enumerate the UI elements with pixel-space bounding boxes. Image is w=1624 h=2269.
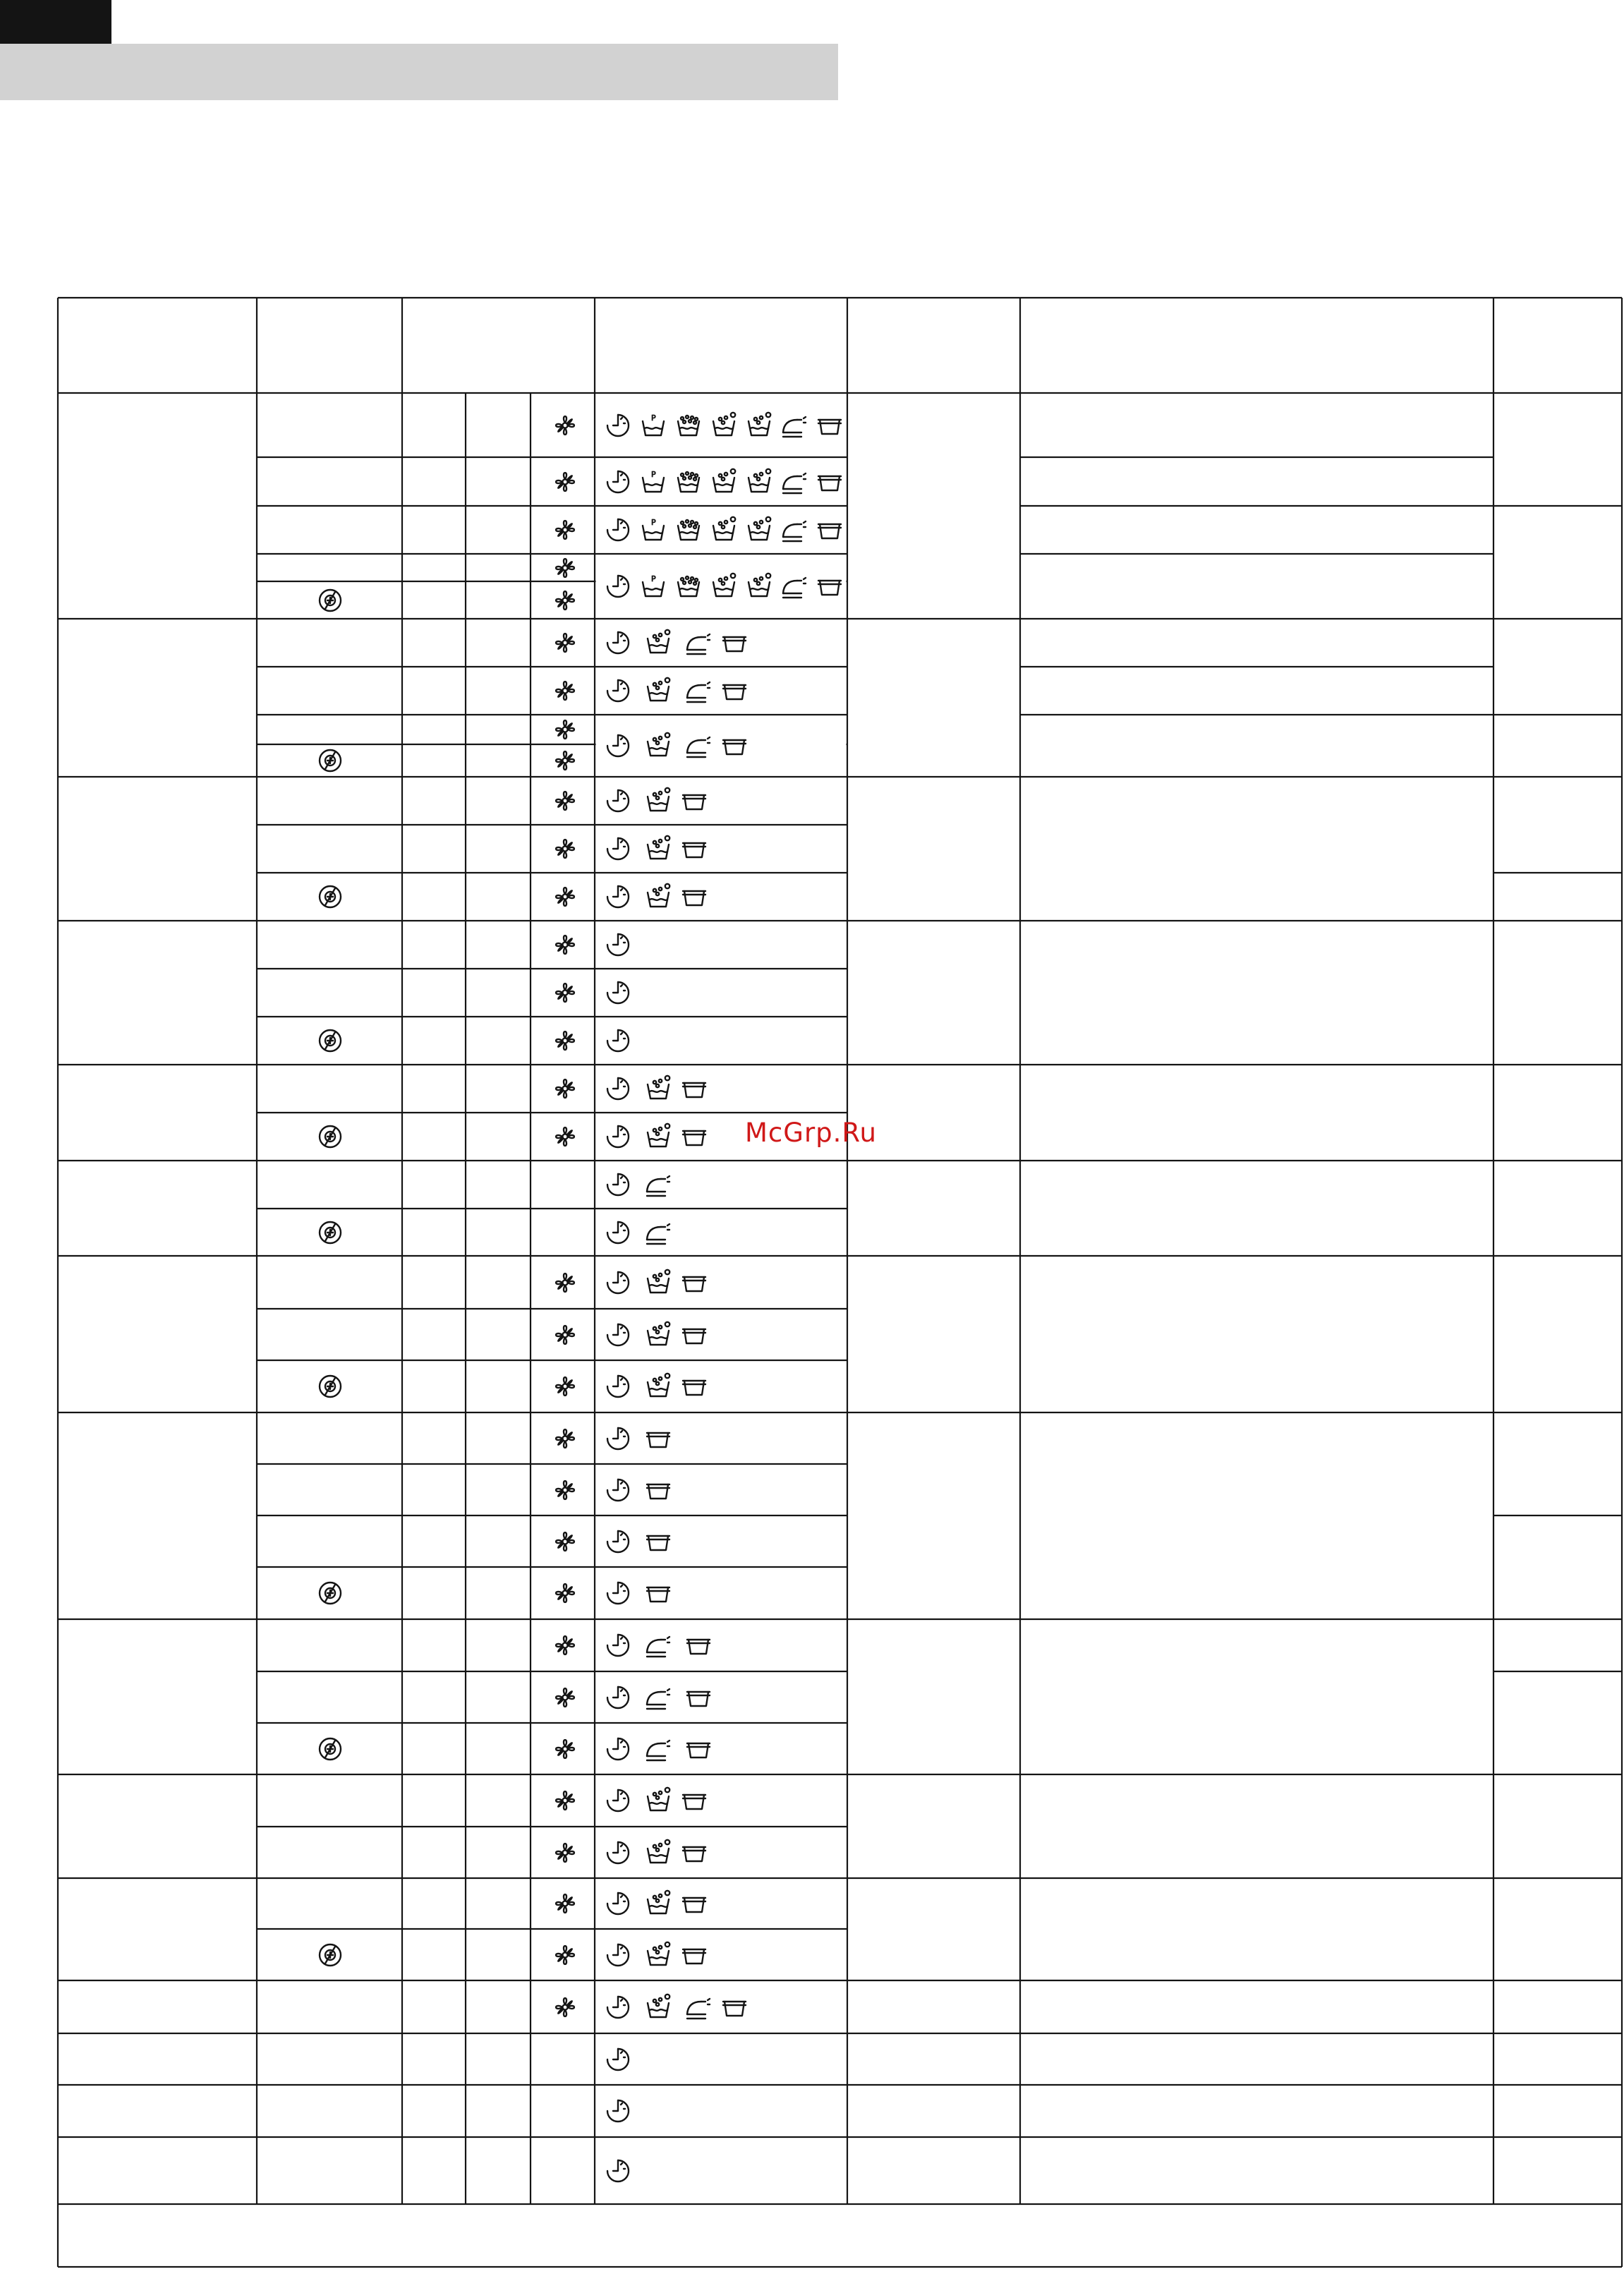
- fan-icon: [551, 1683, 579, 1712]
- timer-icon: [604, 677, 632, 705]
- timer-icon: [604, 1424, 632, 1453]
- timer-icon: [604, 1321, 632, 1349]
- steam-icon: [639, 468, 667, 496]
- tub-icon: [684, 1683, 713, 1712]
- prewash-icon: [674, 572, 703, 600]
- tub-icon: [644, 1527, 672, 1556]
- bubbles-icon: [710, 468, 738, 496]
- timer-icon: [604, 1075, 632, 1103]
- iron-icon: [780, 572, 808, 600]
- timer-icon: [604, 1170, 632, 1199]
- fan-icon: [551, 554, 579, 582]
- water-temp-icon: [644, 1993, 672, 2021]
- fan-icon: [551, 1839, 579, 1867]
- timer-icon: [604, 1839, 632, 1867]
- no-fan-icon: [316, 1735, 344, 1763]
- water-temp-icon: [644, 732, 672, 760]
- no-fan-icon: [316, 1027, 344, 1055]
- water-temp-icon: [644, 1321, 672, 1349]
- tub-icon: [680, 1941, 708, 1969]
- fan-icon: [551, 931, 579, 959]
- fan-icon: [551, 1269, 579, 1297]
- tub-icon: [680, 1123, 708, 1151]
- water-temp-icon: [745, 516, 773, 544]
- iron-icon: [644, 1683, 672, 1712]
- water-temp-icon: [644, 677, 672, 705]
- no-fan-icon: [316, 1372, 344, 1400]
- svg-text:P: P: [651, 413, 656, 423]
- timer-icon: [604, 2157, 632, 2185]
- timer-icon: [604, 835, 632, 863]
- tub-icon: [680, 1889, 708, 1918]
- water-temp-icon: [644, 1372, 672, 1400]
- iron-icon: [644, 1218, 672, 1247]
- timer-icon: [604, 1786, 632, 1815]
- no-fan-icon: [316, 586, 344, 615]
- timer-icon: [604, 1631, 632, 1659]
- timer-icon: [604, 1735, 632, 1763]
- fan-icon: [551, 586, 579, 615]
- timer-icon: [604, 1993, 632, 2021]
- tub-icon: [680, 1372, 708, 1400]
- tub-icon: [684, 1735, 713, 1763]
- timer-icon: [604, 468, 632, 496]
- tub-icon: [644, 1424, 672, 1453]
- fan-icon: [551, 1786, 579, 1815]
- prewash-icon: [674, 411, 703, 440]
- water-temp-icon: [644, 1075, 672, 1103]
- iron-icon: [684, 732, 713, 760]
- fan-icon: [551, 1321, 579, 1349]
- tub-icon: [720, 732, 749, 760]
- water-temp-icon: [644, 1941, 672, 1969]
- steam-icon: [639, 411, 667, 440]
- prewash-icon: [674, 516, 703, 544]
- iron-icon: [644, 1631, 672, 1659]
- water-temp-icon: [644, 1786, 672, 1815]
- tub-icon: [680, 1075, 708, 1103]
- fan-icon: [551, 1527, 579, 1556]
- no-fan-icon: [316, 1123, 344, 1151]
- fan-icon: [551, 1889, 579, 1918]
- fan-icon: [551, 835, 579, 863]
- timer-icon: [604, 1123, 632, 1151]
- svg-text:P: P: [651, 469, 656, 479]
- timer-icon: [604, 979, 632, 1007]
- fan-icon: [551, 411, 579, 440]
- iron-icon: [684, 1993, 713, 2021]
- water-temp-icon: [644, 1269, 672, 1297]
- fan-icon: [551, 715, 579, 744]
- fan-icon: [551, 883, 579, 911]
- fan-icon: [551, 746, 579, 775]
- fan-icon: [551, 677, 579, 705]
- fan-icon: [551, 1123, 579, 1151]
- water-temp-icon: [644, 787, 672, 815]
- fan-icon: [551, 787, 579, 815]
- tub-icon: [816, 572, 844, 600]
- no-fan-icon: [316, 1218, 344, 1247]
- timer-icon: [604, 572, 632, 600]
- fan-icon: [551, 1735, 579, 1763]
- water-temp-icon: [745, 411, 773, 440]
- tub-icon: [680, 787, 708, 815]
- tub-icon: [720, 677, 749, 705]
- timer-icon: [604, 1027, 632, 1055]
- tub-icon: [816, 468, 844, 496]
- timer-icon: [604, 516, 632, 544]
- timer-icon: [604, 2045, 632, 2074]
- tub-icon: [720, 629, 749, 657]
- water-temp-icon: [745, 468, 773, 496]
- timer-icon: [604, 787, 632, 815]
- tub-icon: [684, 1631, 713, 1659]
- timer-icon: [604, 883, 632, 911]
- no-fan-icon: [316, 1941, 344, 1969]
- water-temp-icon: [644, 1123, 672, 1151]
- prewash-icon: [674, 468, 703, 496]
- fan-icon: [551, 1941, 579, 1969]
- timer-icon: [604, 2097, 632, 2125]
- tub-icon: [680, 883, 708, 911]
- tub-icon: [680, 1269, 708, 1297]
- fan-icon: [551, 1372, 579, 1400]
- iron-icon: [780, 468, 808, 496]
- timer-icon: [604, 931, 632, 959]
- tub-icon: [680, 1786, 708, 1815]
- iron-icon: [684, 677, 713, 705]
- fan-icon: [551, 1476, 579, 1504]
- iron-icon: [780, 516, 808, 544]
- fan-icon: [551, 1075, 579, 1103]
- water-temp-icon: [644, 883, 672, 911]
- iron-icon: [644, 1170, 672, 1199]
- steam-icon: [639, 516, 667, 544]
- timer-icon: [604, 411, 632, 440]
- watermark: McGrp.Ru: [745, 1118, 877, 1148]
- tub-icon: [816, 516, 844, 544]
- tub-icon: [680, 835, 708, 863]
- fan-icon: [551, 1993, 579, 2021]
- timer-icon: [604, 1372, 632, 1400]
- timer-icon: [604, 1889, 632, 1918]
- tub-icon: [644, 1579, 672, 1607]
- svg-text:P: P: [651, 574, 656, 583]
- tub-icon: [644, 1476, 672, 1504]
- timer-icon: [604, 1941, 632, 1969]
- timer-icon: [604, 629, 632, 657]
- bubbles-icon: [710, 516, 738, 544]
- svg-text:P: P: [651, 518, 656, 527]
- iron-icon: [780, 411, 808, 440]
- timer-icon: [604, 732, 632, 760]
- timer-icon: [604, 1269, 632, 1297]
- timer-icon: [604, 1218, 632, 1247]
- water-temp-icon: [644, 835, 672, 863]
- fan-icon: [551, 1631, 579, 1659]
- fan-icon: [551, 468, 579, 496]
- bubbles-icon: [710, 572, 738, 600]
- tub-icon: [680, 1839, 708, 1867]
- fan-icon: [551, 516, 579, 544]
- tub-icon: [816, 411, 844, 440]
- no-fan-icon: [316, 746, 344, 775]
- timer-icon: [604, 1476, 632, 1504]
- tub-icon: [680, 1321, 708, 1349]
- steam-icon: [639, 572, 667, 600]
- fan-icon: [551, 1579, 579, 1607]
- iron-icon: [684, 629, 713, 657]
- timer-icon: [604, 1527, 632, 1556]
- bubbles-icon: [710, 411, 738, 440]
- tub-icon: [720, 1993, 749, 2021]
- no-fan-icon: [316, 1579, 344, 1607]
- water-temp-icon: [644, 1839, 672, 1867]
- timer-icon: [604, 1683, 632, 1712]
- no-fan-icon: [316, 883, 344, 911]
- iron-icon: [644, 1735, 672, 1763]
- water-temp-icon: [644, 629, 672, 657]
- water-temp-icon: [644, 1889, 672, 1918]
- fan-icon: [551, 979, 579, 1007]
- fan-icon: [551, 1027, 579, 1055]
- water-temp-icon: [745, 572, 773, 600]
- fan-icon: [551, 629, 579, 657]
- fan-icon: [551, 1424, 579, 1453]
- timer-icon: [604, 1579, 632, 1607]
